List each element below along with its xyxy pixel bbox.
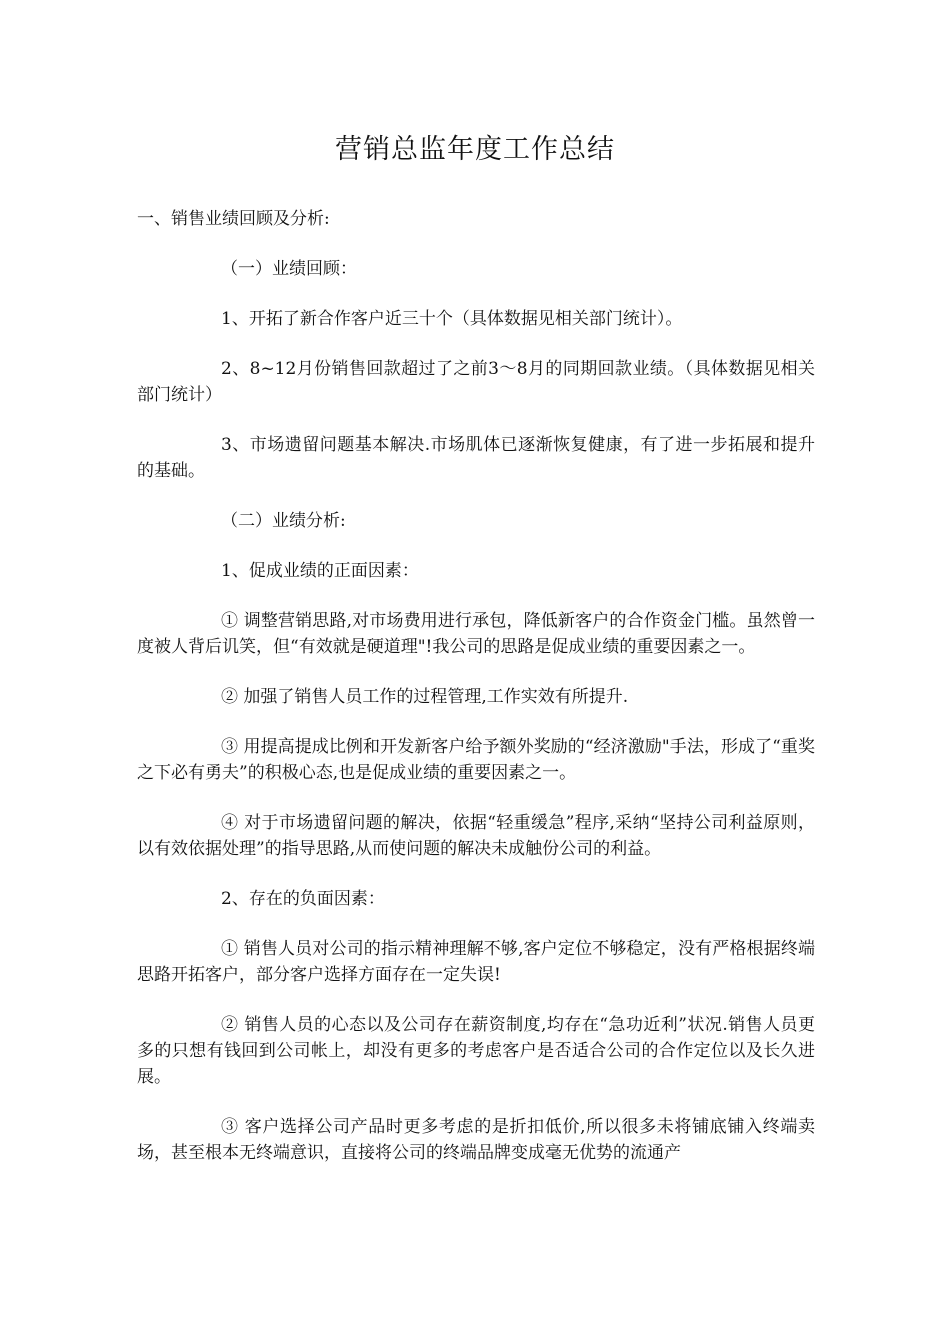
paragraph: 2、8~12月份销售回款超过了之前3～8月的同期回款业绩。（具体数据见相关部门统计）: [137, 359, 815, 405]
paragraph: 1、开拓了新合作客户近三十个（具体数据见相关部门统计）。: [221, 309, 683, 329]
paragraph: ① 调整营销思路,对市场费用进行承包，降低新客户的合作资金门槛。虽然曾一度被人背后讥笑，但“有效就是硬道理"!我公司的思路是促成业绩的重要因素之一。: [137, 611, 815, 657]
paragraph: 2、存在的负面因素：: [221, 889, 385, 909]
paragraph: 1、促成业绩的正面因素：: [221, 561, 419, 581]
paragraph: ③ 用提高提成比例和开发新客户给予额外奖励的“经济激励"手法，形成了“重奖之下必有勇夫”的积极心态,也是促成业绩的重要因素之一。: [137, 737, 815, 783]
paragraph: ③ 客户选择公司产品时更多考虑的是折扣低价,所以很多未将铺底铺入终端卖场，甚至根本无终端意识，直接将公司的终端品牌变成毫无优势的流通产: [137, 1117, 815, 1163]
subsection-heading: （一）业绩回顾：: [221, 259, 357, 279]
document-body: [137, 206, 815, 1190]
paragraph: ④ 对于市场遗留问题的解决，依据“轻重缓急”程序,采纳“坚持公司利益原则，以有效依据处理”的指导思路,从而使问题的解决未成触份公司的利益。: [137, 813, 815, 859]
section-heading: 一、销售业绩回顾及分析:: [137, 209, 330, 229]
document-title: 营销总监年度工作总结: [335, 134, 615, 165]
subsection-heading: （二）业绩分析:: [221, 511, 346, 531]
paragraph: 3、市场遗留问题基本解决.市场肌体已逐渐恢复健康，有了进一步拓展和提升的基础。: [137, 435, 815, 481]
paragraph: ② 加强了销售人员工作的过程管理,工作实效有所提升.: [221, 687, 629, 707]
paragraph: ② 销售人员的心态以及公司存在薪资制度,均存在“急功近利”状况.销售人员更多的只想有钱回到公司帐上，却没有更多的考虑客户是否适合公司的合作定位以及长久进展。: [137, 1015, 815, 1087]
paragraph: ① 销售人员对公司的指示精神理解不够,客户定位不够稳定，没有严格根据终端思路开拓客户，部分客户选择方面存在一定失误!: [137, 939, 815, 985]
